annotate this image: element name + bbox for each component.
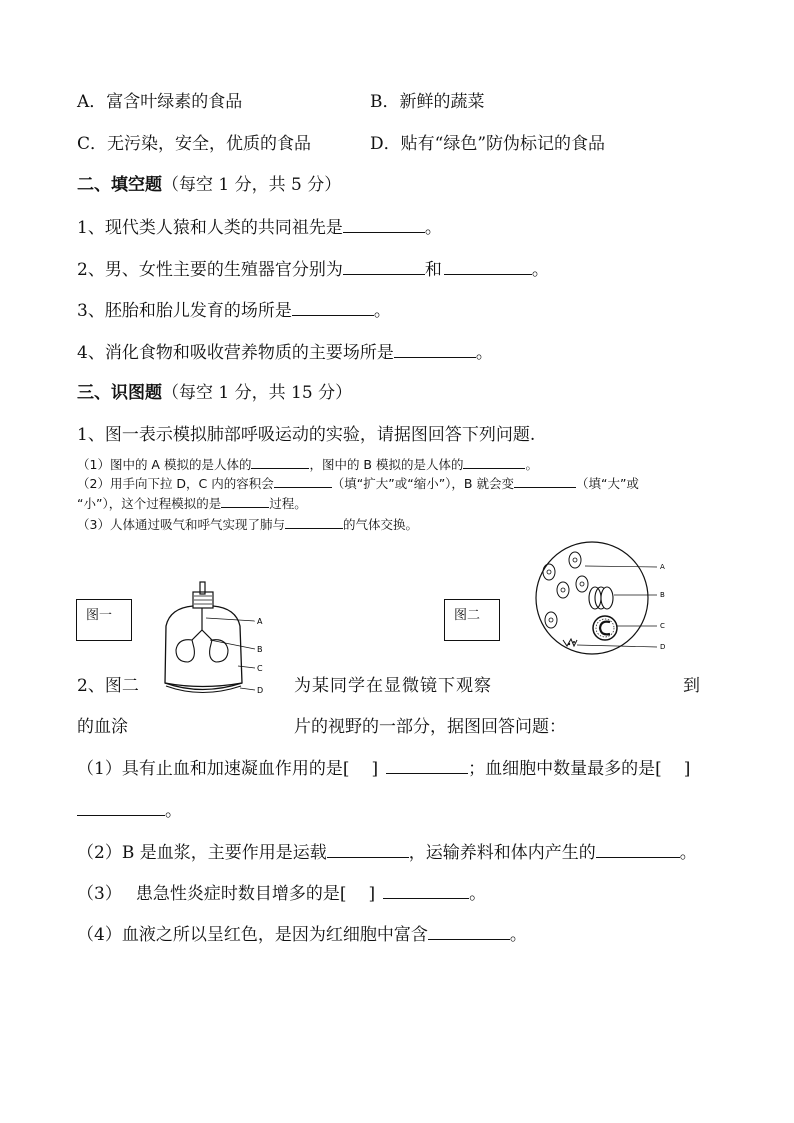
sub-question-2 <box>77 474 639 492</box>
answer-blank[interactable] <box>514 476 576 488</box>
punct: 。 <box>165 801 182 821</box>
sub1-text-b: ，图中的 B 模拟的是人体的 <box>309 457 464 472</box>
fig1-letter-a: A <box>257 617 263 626</box>
sub2-text-e: 过程。 <box>269 496 307 511</box>
blood-q1-text-c: ；血细胞中数量最多的是[ <box>468 759 662 779</box>
fill-q1 <box>77 213 442 238</box>
sub-question-3 <box>77 515 418 533</box>
blood-q3-text-b: 患急性炎症时数目增多的是[ <box>135 884 347 904</box>
answer-blank[interactable] <box>444 259 532 275</box>
answer-blank[interactable] <box>463 457 525 469</box>
blood-q3-text-a: （3） <box>77 884 122 904</box>
punct: 。 <box>509 925 527 945</box>
fig1-letter-b: B <box>257 645 263 654</box>
blood-q1 <box>77 754 690 779</box>
q1-intro: 1、图一表示模拟肺部呼吸运动的实验，请据图回答下列问题. <box>77 425 536 445</box>
answer-blank[interactable] <box>77 800 165 816</box>
answer-blank[interactable] <box>292 300 374 316</box>
fill-q2-and: 和 <box>424 260 442 280</box>
sub1-text-a: （1）图中的 A 模拟的是人体的 <box>77 457 252 472</box>
punct: 。 <box>469 884 487 904</box>
q2-part4: 的血涂 <box>77 717 128 737</box>
fig1-letter-d: D <box>257 686 264 695</box>
blood-smear-diagram <box>525 540 675 665</box>
answer-blank[interactable] <box>394 342 476 358</box>
sub3-text-b: 的气体交换。 <box>342 517 418 532</box>
fill-q3-text: 3、胚胎和胎儿发育的场所是 <box>77 301 292 321</box>
sub2-text-d: “小”），这个过程模拟的是 <box>77 496 222 511</box>
blood-q4 <box>77 920 527 945</box>
fill-q4 <box>77 338 493 363</box>
blood-q1-text-d: ] <box>683 759 691 779</box>
choice-c: C．无污染，安全，优质的食品 <box>77 134 312 154</box>
blood-q1-text-b: ] <box>371 759 379 779</box>
q2-part1: 2、图二 <box>77 676 139 696</box>
fig1-letter-c: C <box>257 664 263 673</box>
fill-q2 <box>77 255 549 280</box>
fill-q3 <box>77 296 391 321</box>
punct: 。 <box>475 343 493 363</box>
q2-part3: 到 <box>683 676 700 696</box>
fig2-letter-c: C <box>660 622 665 630</box>
punct: 。 <box>373 301 391 321</box>
sub2-text-b: （填“扩大”或“缩小”），B 就会变 <box>331 476 514 491</box>
answer-blank[interactable] <box>383 883 469 899</box>
section3-heading: 三、识图题 <box>77 383 162 403</box>
answer-blank[interactable] <box>386 758 468 774</box>
answer-blank[interactable] <box>343 217 425 233</box>
section3-heading-line <box>77 378 352 403</box>
q2-part5: 片的视野的一部分，据图回答问题： <box>294 717 566 737</box>
sub-question-2-cont <box>77 494 307 512</box>
section2-heading: 二、填空题 <box>77 175 162 195</box>
blood-q3-text-c: ] <box>368 884 376 904</box>
fill-q1-text: 1、现代类人猿和人类的共同祖先是 <box>77 218 343 238</box>
fill-q4-text: 4、消化食物和吸收营养物质的主要场所是 <box>77 343 394 363</box>
answer-blank[interactable] <box>596 842 680 858</box>
answer-blank[interactable] <box>428 924 510 940</box>
blood-q2-text-a: （2）B 是血浆，主要作用是运载 <box>77 843 327 863</box>
sub2-text-c: （填“大”或 <box>575 476 639 491</box>
choice-d: D．贴有“绿色”防伪标记的食品 <box>370 134 606 154</box>
blood-q2 <box>77 838 697 863</box>
figure2-label: 图二 <box>444 599 500 641</box>
answer-blank[interactable] <box>327 842 409 858</box>
punct: 。 <box>424 218 442 238</box>
section3-score: （每空 1 分，共 15 分） <box>162 383 353 403</box>
bell-jar-lung-model-diagram <box>160 578 272 698</box>
answer-blank[interactable] <box>251 457 309 469</box>
fill-q2-text: 2、男、女性主要的生殖器官分别为 <box>77 260 343 280</box>
sub2-text-a: （2）用手向下拉 D，C 内的容积会 <box>77 476 274 491</box>
answer-blank[interactable] <box>274 476 332 488</box>
fig2-letter-a: A <box>660 563 665 571</box>
punct: 。 <box>531 260 549 280</box>
sub-question-1 <box>77 455 538 473</box>
q2-part2: 为某同学在显微镜下观察 <box>294 676 492 696</box>
figure1-label: 图一 <box>76 599 132 641</box>
choice-a: A．富含叶绿素的食品 <box>77 92 243 112</box>
sub1-text-c: 。 <box>525 457 538 472</box>
fig2-letter-d: D <box>660 643 666 651</box>
blood-q1-text-a: （1）具有止血和加速凝血作用的是[ <box>77 759 350 779</box>
blood-q1-cont <box>77 796 182 821</box>
blood-q3 <box>77 879 486 904</box>
blood-q4-text-a: （4）血液之所以呈红色，是因为红细胞中富含 <box>77 925 428 945</box>
section2-heading-line <box>77 170 341 195</box>
sub3-text-a: （3）人体通过吸气和呼气实现了肺与 <box>77 517 285 532</box>
blood-q2-text-b: ，运输养料和体内产生的 <box>408 843 596 863</box>
answer-blank[interactable] <box>285 517 343 529</box>
fig2-letter-b: B <box>660 591 665 599</box>
punct: 。 <box>679 843 697 863</box>
choice-b: B．新鲜的蔬菜 <box>370 92 485 112</box>
answer-blank[interactable] <box>221 496 269 508</box>
answer-blank[interactable] <box>343 259 425 275</box>
section2-score: （每空 1 分，共 5 分） <box>162 175 342 195</box>
